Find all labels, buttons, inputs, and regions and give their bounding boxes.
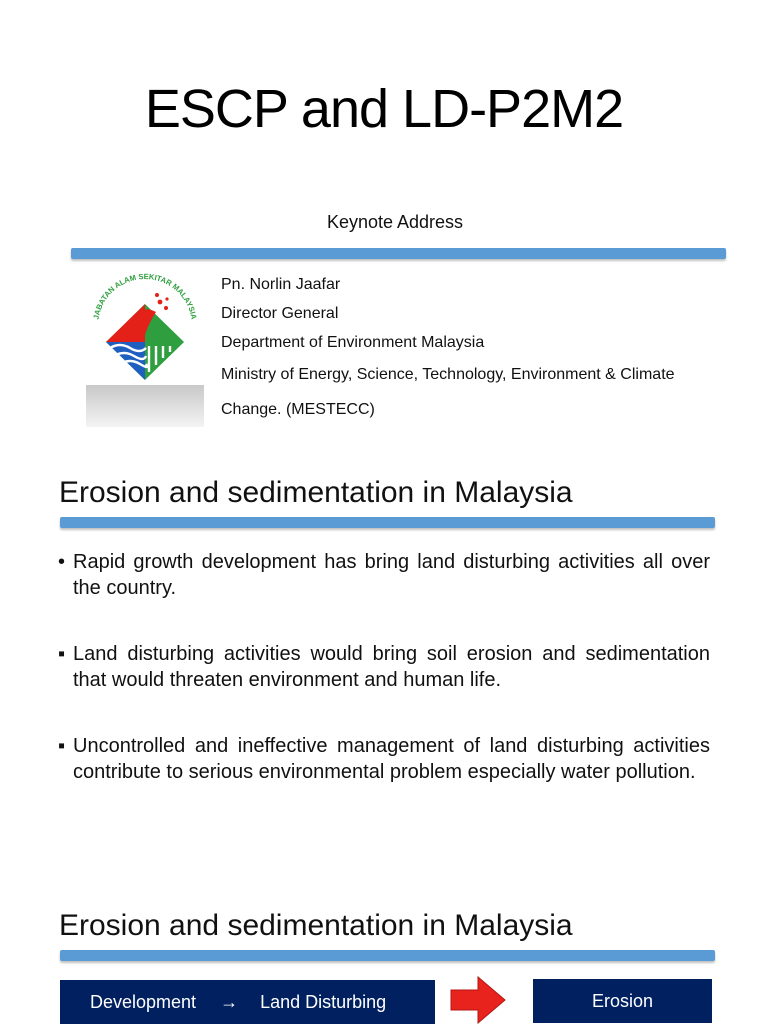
speaker-position: Director General — [221, 305, 339, 322]
flow-box-erosion-label: Erosion — [591, 990, 654, 1011]
right-arrow-icon: → — [220, 991, 239, 1012]
bullet-item — [58, 549, 710, 601]
section-2-divider — [60, 950, 715, 961]
red-right-arrow-icon — [450, 976, 506, 1024]
department-logo-icon — [86, 272, 204, 428]
flow-box-land-disturbing-label: Land Disturbing — [260, 991, 387, 1012]
flow-box-development — [60, 980, 435, 1024]
flow-box-erosion — [533, 979, 712, 1023]
section-1-divider — [60, 517, 715, 528]
bullet-marker: • — [58, 551, 66, 573]
bullet-text: Uncontrolled and ineffective management of land disturbing activities contribute to serious environmental problem especially water pollution. — [73, 735, 710, 783]
slide-title: ESCP and LD-P2M2 — [144, 79, 624, 139]
bullet-marker: ▪ — [58, 735, 66, 757]
bullet-text: Rapid growth development has bring land disturbing activities all over the country. — [73, 551, 710, 599]
bullet-marker: ▪ — [58, 643, 66, 665]
title-divider — [71, 248, 726, 259]
speaker-name: Pn. Norlin Jaafar — [221, 276, 341, 293]
section-2-heading: Erosion and sedimentation in Malaysia — [59, 909, 573, 942]
flow-box-development-label: Development — [90, 991, 197, 1012]
bullet-item — [58, 733, 710, 785]
bullet-text: Land disturbing activities would bring soil erosion and sedimentation that would threaten environment and human life. — [73, 643, 710, 691]
slide-subtitle: Keynote Address — [326, 212, 464, 232]
speaker-ministry-line-1: Ministry of Energy, Science, Technology, Environment & Climate — [221, 366, 675, 383]
section-1-bullet-list — [58, 549, 710, 785]
section-1-heading: Erosion and sedimentation in Malaysia — [59, 476, 573, 509]
speaker-department: Department of Environment Malaysia — [221, 334, 485, 351]
bullet-item — [58, 641, 710, 693]
speaker-ministry-line-2: Change. (MESTECC) — [221, 401, 375, 418]
svg-text:JABATAN ALAM SEKITAR MALAYSIA: JABATAN ALAM SEKITAR MALAYSIA — [91, 272, 199, 321]
